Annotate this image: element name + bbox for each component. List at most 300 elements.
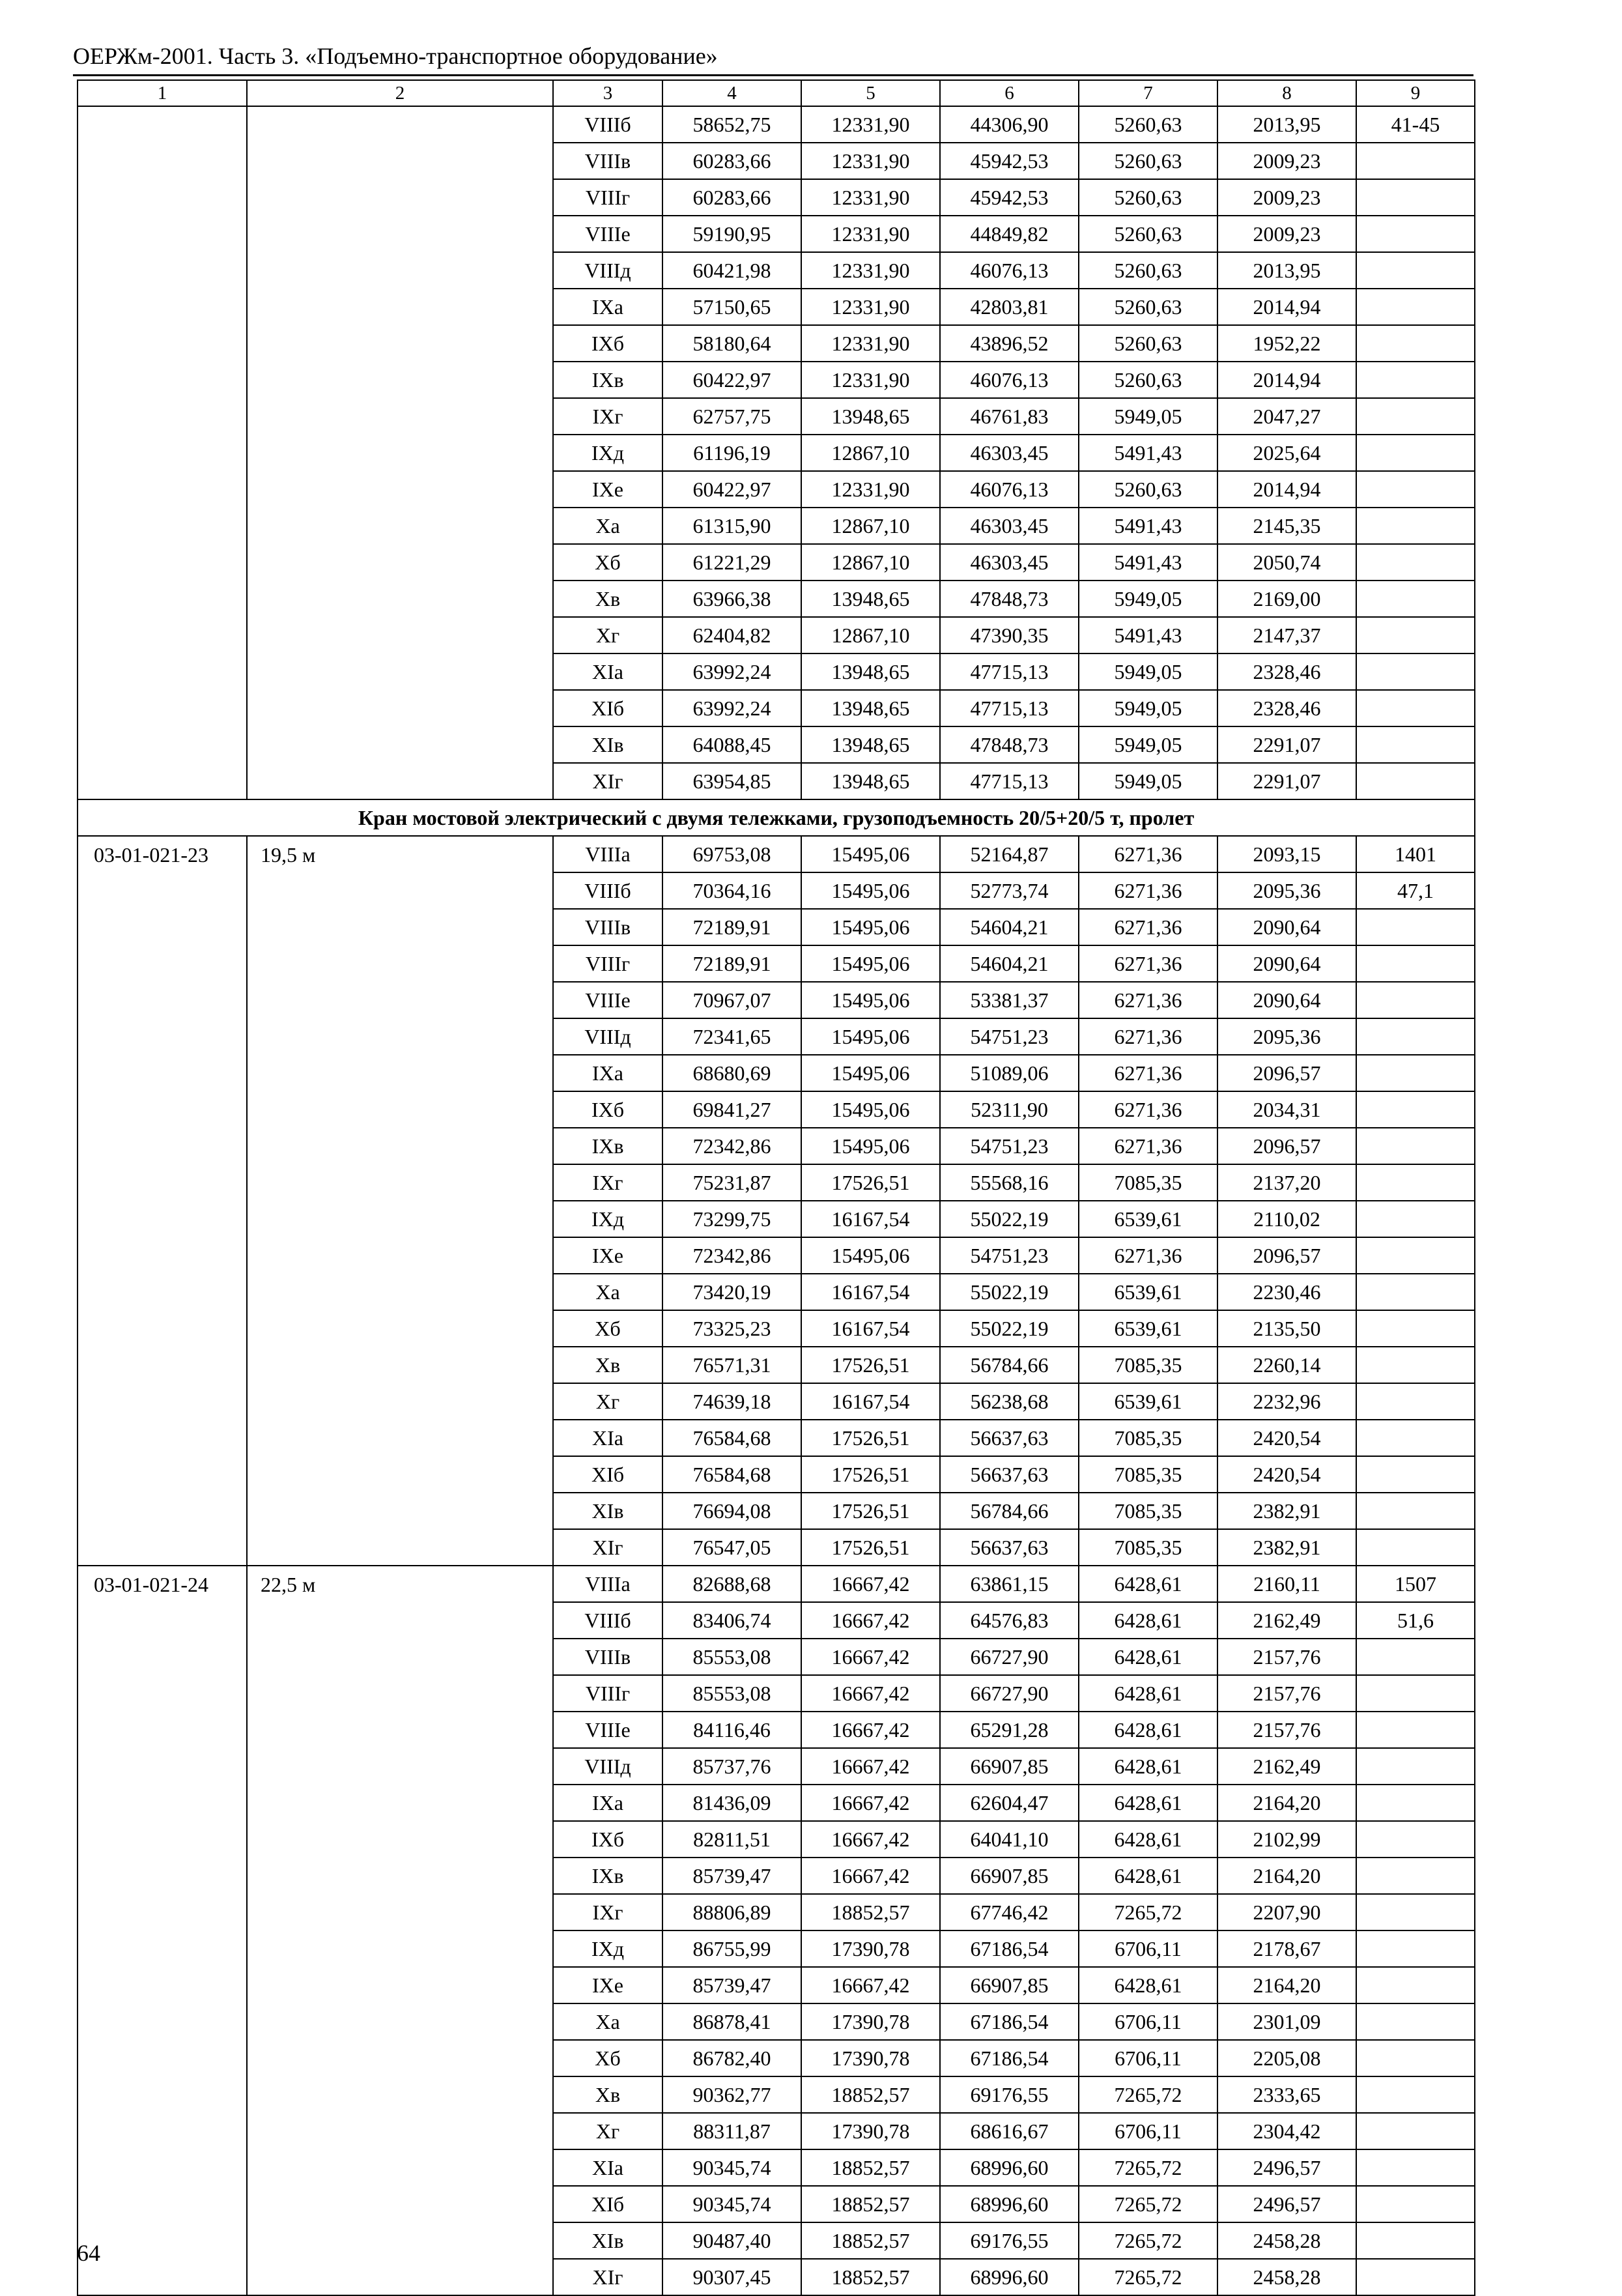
- rate-code-cell: [78, 1420, 247, 1456]
- total-cost-cell: 85553,08: [662, 1675, 801, 1712]
- zone-cell: Xв: [553, 581, 662, 617]
- operator-wage-cell: 6428,61: [1079, 1566, 1217, 1602]
- material-cost-cell: 2014,94: [1217, 362, 1356, 398]
- rate-code-cell: [78, 2003, 247, 2040]
- span-cell: [247, 216, 553, 252]
- column-number-5: 5: [801, 80, 940, 106]
- machine-cost-cell: 55568,16: [940, 1164, 1079, 1201]
- operator-wage-cell: 5260,63: [1079, 143, 1217, 179]
- operator-wage-cell: 5949,05: [1079, 690, 1217, 726]
- operator-wage-cell: 6539,61: [1079, 1274, 1217, 1310]
- operator-wage-cell: 6428,61: [1079, 1785, 1217, 1821]
- labor-hours-cell: [1356, 1274, 1475, 1310]
- total-cost-cell: 72341,65: [662, 1018, 801, 1055]
- material-cost-cell: 2420,54: [1217, 1420, 1356, 1456]
- zone-cell: VIIIе: [553, 216, 662, 252]
- total-cost-cell: 72189,91: [662, 909, 801, 945]
- material-cost-cell: 2093,15: [1217, 836, 1356, 872]
- operator-wage-cell: 5491,43: [1079, 617, 1217, 653]
- machine-cost-cell: 53381,37: [940, 982, 1079, 1018]
- labor-hours-cell: [1356, 2186, 1475, 2222]
- machine-cost-cell: 51089,06: [940, 1055, 1079, 1091]
- material-cost-cell: 2162,49: [1217, 1748, 1356, 1785]
- table-row: [78, 1201, 1475, 1237]
- total-cost-cell: 76694,08: [662, 1493, 801, 1529]
- zone-cell: VIIIг: [553, 945, 662, 982]
- rate-code-cell: [78, 2076, 247, 2113]
- rate-code-cell: [78, 1930, 247, 1967]
- span-cell: [247, 909, 553, 945]
- zone-cell: Xг: [553, 1383, 662, 1420]
- table-row: [78, 836, 1475, 872]
- labor-cost-cell: 15495,06: [801, 982, 940, 1018]
- total-cost-cell: 85737,76: [662, 1748, 801, 1785]
- span-cell: [247, 2076, 553, 2113]
- rate-code-cell: [78, 1675, 247, 1712]
- rate-code-cell: [78, 216, 247, 252]
- operator-wage-cell: 6428,61: [1079, 1639, 1217, 1675]
- material-cost-cell: 2095,36: [1217, 872, 1356, 909]
- material-cost-cell: 2145,35: [1217, 508, 1356, 544]
- machine-cost-cell: 56637,63: [940, 1420, 1079, 1456]
- total-cost-cell: 63966,38: [662, 581, 801, 617]
- labor-hours-cell: [1356, 726, 1475, 763]
- rate-code-cell: [78, 289, 247, 325]
- group-heading: Кран мостовой электрический с двумя тележками, грузоподъемность 20/5+20/5 т, пролет: [78, 799, 1475, 836]
- table-row: [78, 617, 1475, 653]
- rate-code-cell: [78, 1055, 247, 1091]
- table-row: [78, 690, 1475, 726]
- material-cost-cell: 2160,11: [1217, 1566, 1356, 1602]
- span-cell: [247, 1274, 553, 1310]
- table-row: [78, 289, 1475, 325]
- machine-cost-cell: 47390,35: [940, 617, 1079, 653]
- machine-cost-cell: 46303,45: [940, 435, 1079, 471]
- span-cell: [247, 252, 553, 289]
- material-cost-cell: 2050,74: [1217, 544, 1356, 581]
- total-cost-cell: 73420,19: [662, 1274, 801, 1310]
- operator-wage-cell: 7085,35: [1079, 1493, 1217, 1529]
- span-cell: [247, 2149, 553, 2186]
- zone-cell: XIа: [553, 2149, 662, 2186]
- labor-cost-cell: 16667,42: [801, 1602, 940, 1639]
- rate-code-cell: 03-01-021-23: [78, 836, 247, 872]
- table-row: [78, 471, 1475, 508]
- material-cost-cell: 2110,02: [1217, 1201, 1356, 1237]
- machine-cost-cell: 64041,10: [940, 1821, 1079, 1858]
- machine-cost-cell: 66727,90: [940, 1675, 1079, 1712]
- total-cost-cell: 63954,85: [662, 763, 801, 799]
- machine-cost-cell: 54751,23: [940, 1237, 1079, 1274]
- rate-code-cell: [78, 325, 247, 362]
- span-cell: [247, 1456, 553, 1493]
- rate-code-cell: [78, 1967, 247, 2003]
- labor-hours-cell: [1356, 581, 1475, 617]
- table-row: [78, 362, 1475, 398]
- table-row: [78, 1566, 1475, 1602]
- labor-hours-cell: [1356, 2040, 1475, 2076]
- machine-cost-cell: 46076,13: [940, 362, 1079, 398]
- table-row: [78, 1748, 1475, 1785]
- operator-wage-cell: 6271,36: [1079, 945, 1217, 982]
- zone-cell: Xб: [553, 1310, 662, 1347]
- machine-cost-cell: 67186,54: [940, 2040, 1079, 2076]
- span-cell: [247, 1930, 553, 1967]
- labor-cost-cell: 18852,57: [801, 2076, 940, 2113]
- total-cost-cell: 86755,99: [662, 1930, 801, 1967]
- zone-cell: VIIIв: [553, 1639, 662, 1675]
- operator-wage-cell: 5491,43: [1079, 435, 1217, 471]
- span-cell: [247, 1237, 553, 1274]
- labor-cost-cell: 17390,78: [801, 2040, 940, 2076]
- total-cost-cell: 61221,29: [662, 544, 801, 581]
- labor-hours-cell: [1356, 1493, 1475, 1529]
- labor-cost-cell: 15495,06: [801, 909, 940, 945]
- rate-code-cell: [78, 1456, 247, 1493]
- zone-cell: VIIIд: [553, 1018, 662, 1055]
- rate-code-cell: [78, 2113, 247, 2149]
- labor-hours-cell: [1356, 2259, 1475, 2295]
- labor-cost-cell: 12331,90: [801, 106, 940, 143]
- zone-cell: VIIIе: [553, 982, 662, 1018]
- rate-code-cell: [78, 1639, 247, 1675]
- rate-code-cell: [78, 872, 247, 909]
- table-row: [78, 1493, 1475, 1529]
- machine-cost-cell: 46761,83: [940, 398, 1079, 435]
- span-cell: [247, 1894, 553, 1930]
- material-cost-cell: 2458,28: [1217, 2222, 1356, 2259]
- total-cost-cell: 63992,24: [662, 653, 801, 690]
- labor-cost-cell: 16667,42: [801, 1748, 940, 1785]
- table-row: [78, 1456, 1475, 1493]
- operator-wage-cell: 5260,63: [1079, 252, 1217, 289]
- operator-wage-cell: 6271,36: [1079, 982, 1217, 1018]
- machine-cost-cell: 56784,66: [940, 1493, 1079, 1529]
- rate-code-cell: [78, 362, 247, 398]
- zone-cell: XIб: [553, 1456, 662, 1493]
- zone-cell: VIIIа: [553, 1566, 662, 1602]
- rate-code-cell: [78, 1894, 247, 1930]
- total-cost-cell: 58180,64: [662, 325, 801, 362]
- labor-hours-cell: [1356, 1383, 1475, 1420]
- material-cost-cell: 2096,57: [1217, 1055, 1356, 1091]
- labor-cost-cell: 12331,90: [801, 143, 940, 179]
- table-row: [78, 2003, 1475, 2040]
- rate-code-cell: [78, 106, 247, 143]
- labor-cost-cell: 16667,42: [801, 1639, 940, 1675]
- labor-cost-cell: 12331,90: [801, 362, 940, 398]
- material-cost-cell: 2420,54: [1217, 1456, 1356, 1493]
- material-cost-cell: 2291,07: [1217, 726, 1356, 763]
- labor-hours-cell: 1507: [1356, 1566, 1475, 1602]
- labor-hours-cell: [1356, 1420, 1475, 1456]
- rate-code-cell: [78, 143, 247, 179]
- table-body: [78, 80, 1475, 2295]
- operator-wage-cell: 6271,36: [1079, 872, 1217, 909]
- labor-hours-cell: [1356, 2076, 1475, 2113]
- table-row: [78, 2259, 1475, 2295]
- labor-cost-cell: 17526,51: [801, 1347, 940, 1383]
- table-row: [78, 252, 1475, 289]
- zone-cell: XIв: [553, 726, 662, 763]
- machine-cost-cell: 66907,85: [940, 1748, 1079, 1785]
- labor-cost-cell: 13948,65: [801, 581, 940, 617]
- zone-cell: IXе: [553, 471, 662, 508]
- total-cost-cell: 64088,45: [662, 726, 801, 763]
- labor-hours-cell: [1356, 617, 1475, 653]
- operator-wage-cell: 6271,36: [1079, 1237, 1217, 1274]
- table-row: [78, 872, 1475, 909]
- total-cost-cell: 85739,47: [662, 1967, 801, 2003]
- labor-cost-cell: 16667,42: [801, 1967, 940, 2003]
- rate-code-cell: [78, 690, 247, 726]
- span-cell: 19,5 м: [247, 836, 553, 872]
- material-cost-cell: 2382,91: [1217, 1493, 1356, 1529]
- total-cost-cell: 58652,75: [662, 106, 801, 143]
- table-row: [78, 1091, 1475, 1128]
- rate-code-cell: [78, 909, 247, 945]
- zone-cell: VIIIг: [553, 179, 662, 216]
- span-cell: [247, 106, 553, 143]
- operator-wage-cell: 5260,63: [1079, 179, 1217, 216]
- zone-cell: IXв: [553, 362, 662, 398]
- machine-cost-cell: 68616,67: [940, 2113, 1079, 2149]
- labor-hours-cell: [1356, 2222, 1475, 2259]
- machine-cost-cell: 54751,23: [940, 1018, 1079, 1055]
- total-cost-cell: 62404,82: [662, 617, 801, 653]
- labor-cost-cell: 12331,90: [801, 252, 940, 289]
- labor-cost-cell: 17526,51: [801, 1493, 940, 1529]
- total-cost-cell: 72189,91: [662, 945, 801, 982]
- span-cell: [247, 362, 553, 398]
- material-cost-cell: 2304,42: [1217, 2113, 1356, 2149]
- span-cell: [247, 763, 553, 799]
- machine-cost-cell: 46303,45: [940, 508, 1079, 544]
- operator-wage-cell: 7085,35: [1079, 1347, 1217, 1383]
- machine-cost-cell: 44849,82: [940, 216, 1079, 252]
- total-cost-cell: 61315,90: [662, 508, 801, 544]
- total-cost-cell: 90345,74: [662, 2149, 801, 2186]
- span-cell: [247, 1018, 553, 1055]
- labor-cost-cell: 17390,78: [801, 1930, 940, 1967]
- column-number-1: 1: [78, 80, 247, 106]
- price-table: [77, 79, 1475, 2296]
- span-cell: [247, 435, 553, 471]
- zone-cell: Xг: [553, 617, 662, 653]
- rate-code-cell: [78, 581, 247, 617]
- total-cost-cell: 62757,75: [662, 398, 801, 435]
- span-cell: [247, 1347, 553, 1383]
- span-cell: [247, 1310, 553, 1347]
- total-cost-cell: 84116,46: [662, 1712, 801, 1748]
- machine-cost-cell: 64576,83: [940, 1602, 1079, 1639]
- labor-cost-cell: 17526,51: [801, 1164, 940, 1201]
- table-row: [78, 435, 1475, 471]
- labor-cost-cell: 16167,54: [801, 1274, 940, 1310]
- material-cost-cell: 2157,76: [1217, 1639, 1356, 1675]
- labor-cost-cell: 17526,51: [801, 1420, 940, 1456]
- labor-hours-cell: [1356, 1347, 1475, 1383]
- machine-cost-cell: 66907,85: [940, 1858, 1079, 1894]
- material-cost-cell: 2034,31: [1217, 1091, 1356, 1128]
- total-cost-cell: 60283,66: [662, 143, 801, 179]
- span-cell: [247, 1785, 553, 1821]
- labor-cost-cell: 16667,42: [801, 1821, 940, 1858]
- rate-code-cell: [78, 1858, 247, 1894]
- total-cost-cell: 59190,95: [662, 216, 801, 252]
- table-row: [78, 398, 1475, 435]
- operator-wage-cell: 7265,72: [1079, 2222, 1217, 2259]
- material-cost-cell: 2090,64: [1217, 945, 1356, 982]
- operator-wage-cell: 6271,36: [1079, 1091, 1217, 1128]
- machine-cost-cell: 67746,42: [940, 1894, 1079, 1930]
- span-cell: [247, 1748, 553, 1785]
- material-cost-cell: 2207,90: [1217, 1894, 1356, 1930]
- span-cell: [247, 1164, 553, 1201]
- span-cell: [247, 1529, 553, 1566]
- rate-code-cell: [78, 1821, 247, 1858]
- labor-hours-cell: [1356, 1055, 1475, 1091]
- span-cell: [247, 581, 553, 617]
- material-cost-cell: 2328,46: [1217, 690, 1356, 726]
- span-cell: [247, 653, 553, 690]
- material-cost-cell: 2096,57: [1217, 1237, 1356, 1274]
- operator-wage-cell: 6706,11: [1079, 2040, 1217, 2076]
- table-row: [78, 544, 1475, 581]
- labor-hours-cell: [1356, 325, 1475, 362]
- span-cell: [247, 617, 553, 653]
- operator-wage-cell: 7265,72: [1079, 2076, 1217, 2113]
- total-cost-cell: 63992,24: [662, 690, 801, 726]
- rate-code-cell: [78, 471, 247, 508]
- material-cost-cell: 2164,20: [1217, 1858, 1356, 1894]
- table-row: [78, 1310, 1475, 1347]
- table-row: [78, 581, 1475, 617]
- zone-cell: VIIIв: [553, 143, 662, 179]
- zone-cell: VIIIб: [553, 1602, 662, 1639]
- labor-cost-cell: 15495,06: [801, 1055, 940, 1091]
- labor-cost-cell: 12867,10: [801, 435, 940, 471]
- zone-cell: IXг: [553, 1894, 662, 1930]
- operator-wage-cell: 5949,05: [1079, 653, 1217, 690]
- machine-cost-cell: 67186,54: [940, 1930, 1079, 1967]
- document-header-title: ОЕРЖм-2001. Часть 3. «Подъемно-транспортное оборудование»: [73, 43, 718, 69]
- span-cell: [247, 945, 553, 982]
- total-cost-cell: 76547,05: [662, 1529, 801, 1566]
- operator-wage-cell: 5491,43: [1079, 544, 1217, 581]
- material-cost-cell: 2458,28: [1217, 2259, 1356, 2295]
- span-cell: [247, 2259, 553, 2295]
- table-row: [78, 2222, 1475, 2259]
- machine-cost-cell: 52773,74: [940, 872, 1079, 909]
- rate-code-cell: [78, 508, 247, 544]
- span-cell: [247, 2186, 553, 2222]
- material-cost-cell: 2496,57: [1217, 2149, 1356, 2186]
- material-cost-cell: 2025,64: [1217, 435, 1356, 471]
- labor-hours-cell: 47,1: [1356, 872, 1475, 909]
- table-row: [78, 726, 1475, 763]
- labor-cost-cell: 18852,57: [801, 2186, 940, 2222]
- total-cost-cell: 90487,40: [662, 2222, 801, 2259]
- zone-cell: XIб: [553, 690, 662, 726]
- zone-cell: XIа: [553, 1420, 662, 1456]
- labor-hours-cell: [1356, 1748, 1475, 1785]
- span-cell: [247, 726, 553, 763]
- zone-cell: Xб: [553, 544, 662, 581]
- rate-code-cell: [78, 1602, 247, 1639]
- span-cell: [247, 1091, 553, 1128]
- table-row: [78, 216, 1475, 252]
- operator-wage-cell: 6706,11: [1079, 2003, 1217, 2040]
- table-row: [78, 763, 1475, 799]
- machine-cost-cell: 46303,45: [940, 544, 1079, 581]
- table-row: [78, 1128, 1475, 1164]
- total-cost-cell: 76571,31: [662, 1347, 801, 1383]
- operator-wage-cell: 7265,72: [1079, 2186, 1217, 2222]
- machine-cost-cell: 54751,23: [940, 1128, 1079, 1164]
- total-cost-cell: 61196,19: [662, 435, 801, 471]
- span-cell: [247, 143, 553, 179]
- zone-cell: IXе: [553, 1967, 662, 2003]
- material-cost-cell: 2291,07: [1217, 763, 1356, 799]
- span-cell: [247, 1383, 553, 1420]
- machine-cost-cell: 47715,13: [940, 653, 1079, 690]
- labor-hours-cell: [1356, 362, 1475, 398]
- rate-code-cell: [78, 1164, 247, 1201]
- zone-cell: IXа: [553, 289, 662, 325]
- material-cost-cell: 2157,76: [1217, 1675, 1356, 1712]
- material-cost-cell: 2169,00: [1217, 581, 1356, 617]
- rate-code-cell: [78, 1091, 247, 1128]
- labor-hours-cell: [1356, 1712, 1475, 1748]
- machine-cost-cell: 47715,13: [940, 690, 1079, 726]
- total-cost-cell: 75231,87: [662, 1164, 801, 1201]
- zone-cell: VIIIе: [553, 1712, 662, 1748]
- table-row: [78, 179, 1475, 216]
- table-row: [78, 1930, 1475, 1967]
- labor-cost-cell: 15495,06: [801, 1128, 940, 1164]
- table-row: [78, 2076, 1475, 2113]
- rate-code-cell: [78, 763, 247, 799]
- machine-cost-cell: 46076,13: [940, 471, 1079, 508]
- labor-hours-cell: 51,6: [1356, 1602, 1475, 1639]
- operator-wage-cell: 6428,61: [1079, 1602, 1217, 1639]
- page-number: 64: [77, 2240, 100, 2266]
- rate-code-cell: [78, 1712, 247, 1748]
- labor-hours-cell: [1356, 1675, 1475, 1712]
- table-row: [78, 2186, 1475, 2222]
- zone-cell: Xб: [553, 2040, 662, 2076]
- material-cost-cell: 2164,20: [1217, 1967, 1356, 2003]
- labor-hours-cell: [1356, 1821, 1475, 1858]
- table-row: [78, 653, 1475, 690]
- operator-wage-cell: 5491,43: [1079, 508, 1217, 544]
- machine-cost-cell: 63861,15: [940, 1566, 1079, 1602]
- labor-cost-cell: 16667,42: [801, 1785, 940, 1821]
- material-cost-cell: 2009,23: [1217, 216, 1356, 252]
- total-cost-cell: 72342,86: [662, 1128, 801, 1164]
- labor-hours-cell: 41-45: [1356, 106, 1475, 143]
- labor-cost-cell: 18852,57: [801, 2149, 940, 2186]
- table-row: [78, 508, 1475, 544]
- operator-wage-cell: 5260,63: [1079, 325, 1217, 362]
- zone-cell: IXг: [553, 1164, 662, 1201]
- material-cost-cell: 2230,46: [1217, 1274, 1356, 1310]
- zone-cell: VIIIв: [553, 909, 662, 945]
- rate-code-cell: [78, 544, 247, 581]
- machine-cost-cell: 56784,66: [940, 1347, 1079, 1383]
- operator-wage-cell: 6271,36: [1079, 909, 1217, 945]
